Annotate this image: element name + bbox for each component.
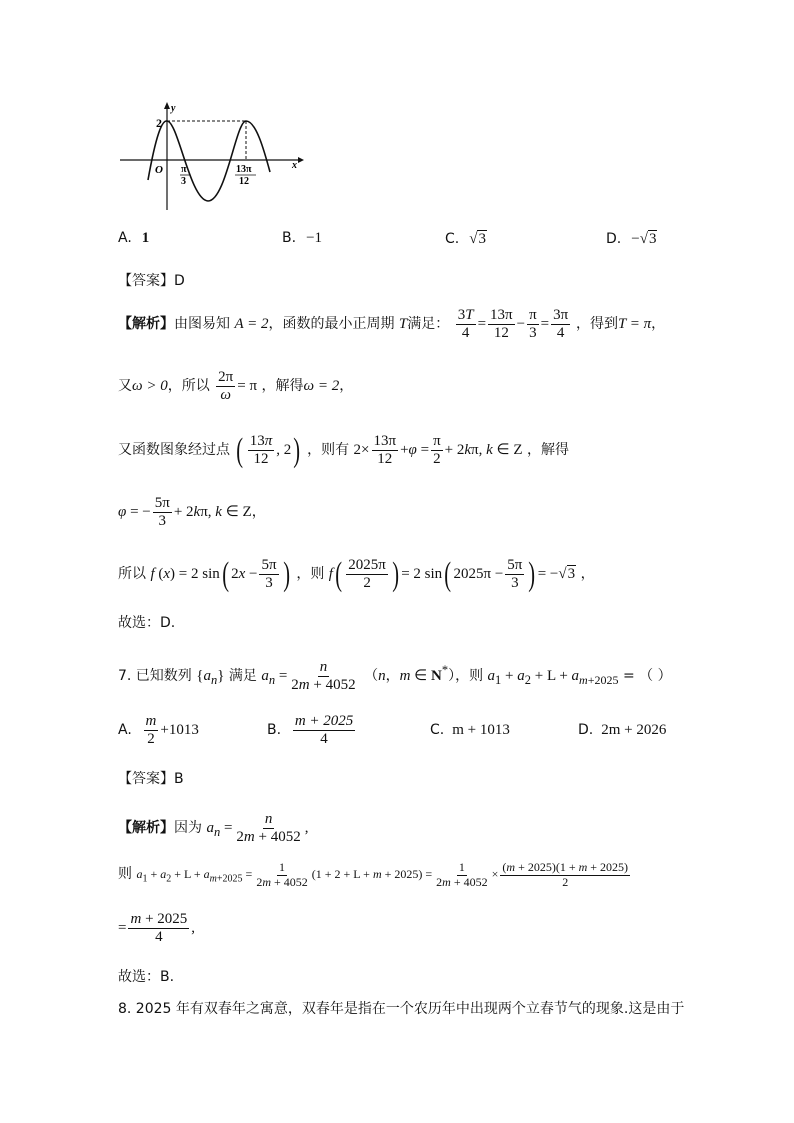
x-axis-label: x <box>292 160 297 171</box>
q6-conclusion: 故选：D. <box>118 615 176 631</box>
period-equation: $\frac{3T}{4}$ = $\frac{13\pi}{12}$ − $\frac{\pi}{3}$ = $\frac{3\pi}{4}$ <box>457 306 569 342</box>
q7-option-a: A. $\frac{m}{2}$ +1013 <box>118 712 199 748</box>
origin-label: O <box>155 164 163 176</box>
q6-answer: 【答案】D <box>118 273 185 289</box>
q6-solution-line-4: φ = − $\frac{5\pi}{3}$ + 2kπ, k ∈ Z， <box>118 494 266 530</box>
y-axis-label: y <box>171 103 176 114</box>
sine-curve <box>148 121 270 201</box>
q6-option-b: B. −1 <box>282 230 323 246</box>
q7-conclusion: 故选：B. <box>118 969 175 985</box>
tick-13pi-over-12-denominator: 12 <box>239 176 249 187</box>
tick-13pi-over-12-numerator: 13π <box>236 164 252 175</box>
q6-option-d: D. −√3 <box>606 231 657 247</box>
q7-solution-line-1: 【解析】因为 $a_n$ = $\frac{n}{2m + 4052}$ , <box>118 810 309 846</box>
q7-answer: 【答案】B <box>118 771 184 787</box>
q7-solution-line-2: 则 $a_1 + a_2 + L + a_{m+2025}$ = $\frac{1}{2m + 4052}$ (1 + 2 + L + m + 2025) = $\frac{1}{2m + 4052}$ × $\frac{(m + 2025)(1 + m + 2025)}{2}$ <box>118 859 629 889</box>
y-axis-arrow-icon <box>164 102 170 109</box>
q6-solution-line-5: 所以 f (x) = 2 sin( 2x − $\frac{5\pi}{3}$ ) ，则 f( $\frac{2025\pi}{2}$ ) = 2 sin( 2025π − $\frac{5\pi}{3}$ ) = −√3 ， <box>118 555 595 593</box>
sine-graph <box>118 100 308 215</box>
q7-option-b: B. $\frac{m + 2025}{4}$ <box>267 712 354 748</box>
q7-stem: 7. 已知数列 $\{a_n\}$ 满足 $a_n$ = $\frac{n}{2m + 4052}$ （n，m ∈ N*），则 $a_1 + a_2 + L + a_{m+2025}$ = （ ） <box>118 658 672 694</box>
q6-solution-line-2: 又ω > 0，所以 $\frac{2\pi}{\omega}$ = π ，解得ω = 2， <box>118 368 354 404</box>
q6-option-c: C. √3 <box>445 231 486 247</box>
q7-solution-line-3: = $\frac{m + 2025}{4}$ , <box>118 910 196 946</box>
q6-solution-line-3: 又函数图象经过点 ( $\frac{13\pi}{12}$ , 2) ，则有 2× $\frac{13\pi}{12}$ +φ = $\frac{\pi}{2}$ + 2kπ, k ∈ Z ，解得 <box>118 431 569 469</box>
tick-pi-over-3-denominator: 3 <box>181 176 186 187</box>
peak-label: 2 <box>156 116 162 130</box>
q6-option-a: A. 1 <box>118 230 150 246</box>
q7-option-d: D. 2m + 2026 <box>578 722 667 738</box>
x-axis-arrow-icon <box>298 157 304 163</box>
tick-pi-over-3-numerator: π <box>181 164 187 175</box>
q8-stem: 8. 2025 年有双春年之寓意，双春年是指在一个农历年中出现两个立春节气的现象.这是由于 <box>118 1001 685 1017</box>
q7-option-c: C. m + 1013 <box>430 722 510 738</box>
q6-solution-line-1: 【解析】由图易知 A = 2，函数的最小正周期 T满足： $\frac{3T}{4}$ = $\frac{13\pi}{12}$ − $\frac{\pi}{3}$ = $\frac{3\pi}{4}$ ，得到T = π， <box>118 306 666 342</box>
